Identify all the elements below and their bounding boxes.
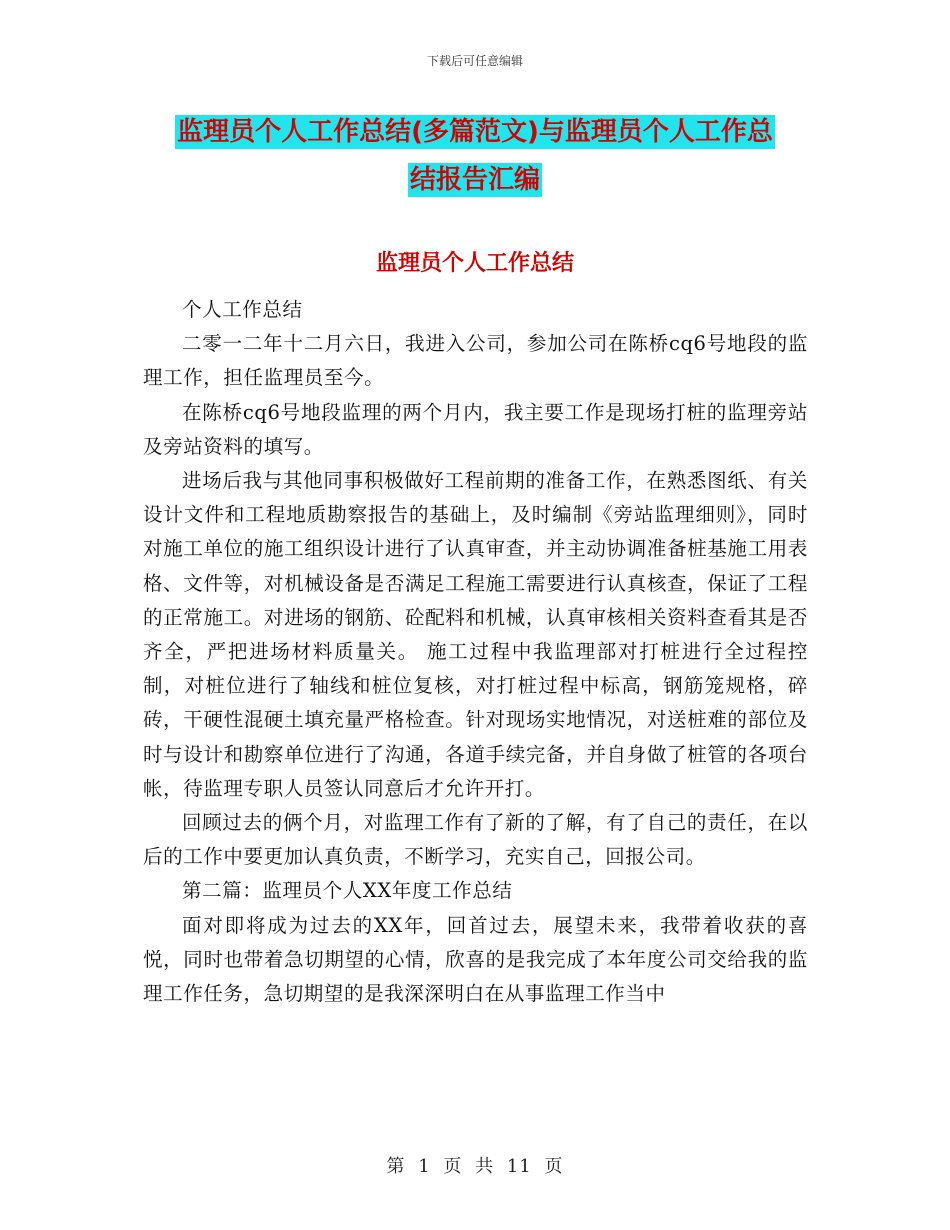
paragraph: 进场后我与其他同事积极做好工程前期的准备工作，在熟悉图纸、有关设计文件和工程地质勘察报告的基础上，及时编制《旁站监理细则》，同时对施工单位的施工组织设计进行了认真审查，并主动协调准备桩基施工用表格、文件等，对机械设备是否满足工程施工需要进行认真核查，保证了工程的正常施工。对进场的钢筋、砼配料和机械，认真审核相关资料查看其是否齐全，严把进场材料质量关。 施工过程中我监理部对打桩进行全过程控制，对桩位进行了轴线和桩位复核，对打桩过程中标高，钢筋笼规格，碎砖，干硬性混硬土填充量严格检查。针对现场实地情况，对送桩难的部位及时与设计和勘察单位进行了沟通，各道手续完备，并自身做了桩管的各项台帐，待监理专职人员签认同意后才允许开打。 — [143, 469, 808, 800]
paragraph: 面对即将成为过去的XX年，回首过去，展望未来，我带着收获的喜悦，同时也带着急切期望的心情，欣喜的是我完成了本年度公司交给我的监理工作任务，急切期望的是我深深明白在从事监理工作当中 — [143, 913, 808, 1006]
document-body — [143, 293, 808, 1011]
paragraph: 第二篇：监理员个人XX年度工作总结 — [182, 879, 513, 903]
title-line-2: 结报告汇编 — [409, 165, 540, 195]
page-footer: 第 1 页 共 11 页 — [386, 1156, 564, 1177]
paragraph: 在陈桥cq6号地段监理的两个月内，我主要工作是现场打桩的监理旁站及旁站资料的填写。 — [143, 400, 808, 458]
paragraph: 个人工作总结 — [182, 298, 303, 321]
header-note: 下载后可任意编辑 — [426, 54, 523, 68]
paragraph: 二零一二年十二月六日，我进入公司，参加公司在陈桥cq6号地段的监理工作，担任监理员至今。 — [143, 332, 808, 390]
paragraph: 回顾过去的俩个月，对监理工作有了新的了解，有了自己的责任，在以后的工作中要更加认真负责，不断学习，充实自己，回报公司。 — [143, 811, 808, 869]
document-title — [140, 108, 810, 204]
title-line-1: 监理员个人工作总结(多篇范文)与监理员个人工作总 — [177, 117, 773, 147]
section-title: 监理员个人工作总结 — [375, 251, 574, 276]
